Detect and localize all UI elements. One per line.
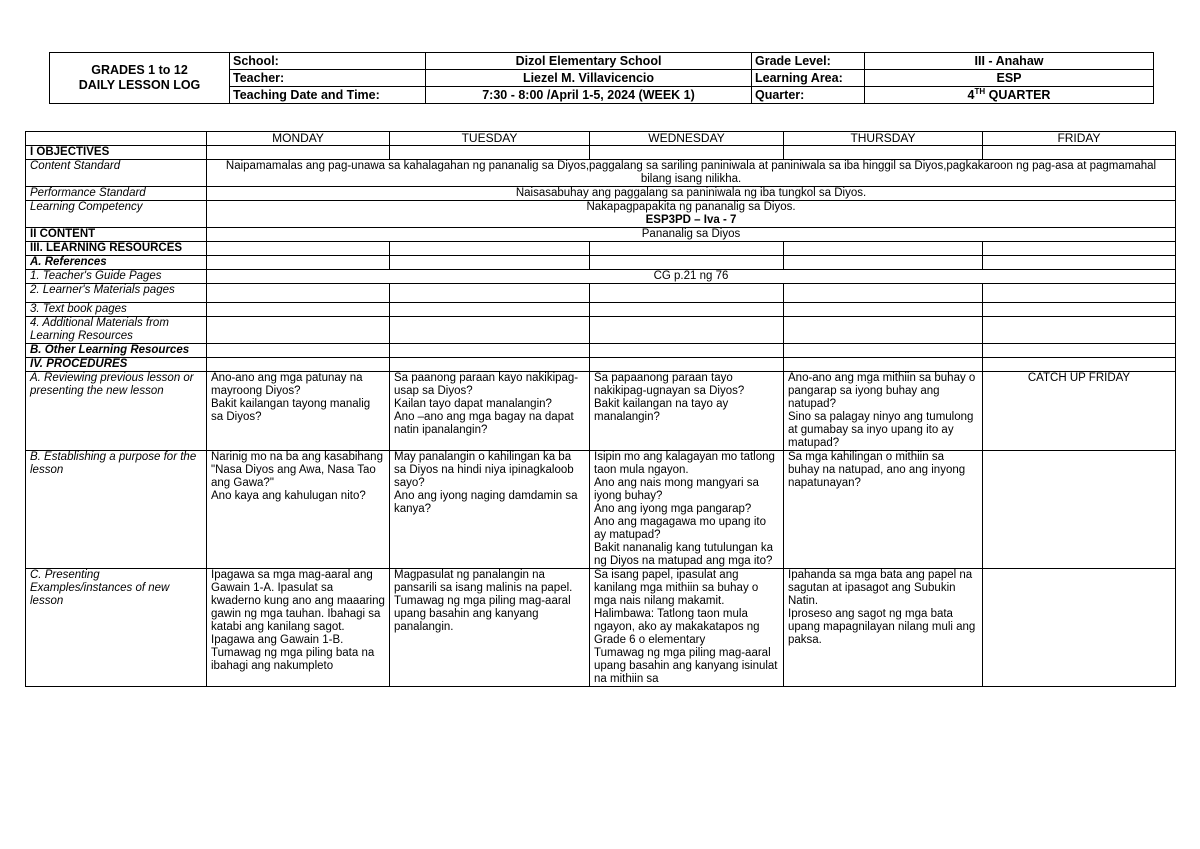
- procedure-a-thursday: Ano-ano ang mga mithiin sa buhay o pangarap sa iyong buhay ang natupad? Sino sa palagay ninyo ang tumulong at gumabay sa inyo upang ito ay matupad?: [784, 372, 983, 451]
- procedure-c-monday: Ipagawa sa mga mag-aaral ang Gawain 1-A. Ipasulat sa kwaderno kung ano ang maaaring gawin ng mga tauhan. Ibahagi sa katabi ang kanilang sagot. Ipagawa ang Gawain 1-B. Tumawag ng mga piling bata na ibahagi ang nakumpleto: [207, 569, 390, 687]
- day-monday: MONDAY: [207, 132, 390, 146]
- procedure-b-friday: [983, 451, 1176, 569]
- teacher-value: Liezel M. Villavicencio: [426, 70, 752, 87]
- competency-code: ESP3PD – Iva - 7: [645, 214, 737, 226]
- content-standard-row: [26, 160, 1176, 187]
- procedure-c-row: [26, 569, 1176, 687]
- objectives-label: I OBJECTIVES: [26, 146, 207, 160]
- procedures-row: [26, 358, 1176, 372]
- quarter-sup: TH: [974, 86, 986, 96]
- additional-materials-label: 4. Additional Materials from Learning Resources: [26, 317, 207, 344]
- quarter-rest: QUARTER: [985, 88, 1051, 102]
- teachers-guide-label: 1. Teacher's Guide Pages: [26, 270, 207, 284]
- date-label: Teaching Date and Time:: [230, 87, 426, 104]
- quarter-value: [865, 87, 1154, 104]
- procedure-c-tuesday: Magpasulat ng panalangin na pansarili sa isang malinis na papel. Tumawag ng mga piling mag-aaral upang basahin ang kanyang panalangin.: [390, 569, 590, 687]
- day-tuesday: TUESDAY: [390, 132, 590, 146]
- procedure-b-tuesday: May panalangin o kahilingan ka ba sa Diyos na hindi niya ipinagkaloob sayo? Ano ang iyong naging damdamin sa kanya?: [390, 451, 590, 569]
- performance-standard-value: Naisasabuhay ang paggalang sa paniniwala ng iba tungkol sa Diyos.: [207, 187, 1176, 201]
- area-value: ESP: [865, 70, 1154, 87]
- title-line2: DAILY LESSON LOG: [78, 78, 201, 92]
- competency-label: Learning Competency: [26, 201, 207, 228]
- procedure-a-wednesday: Sa papaanong paraan tayo nakikipag-ugnayan sa Diyos? Bakit kailangan na tayo ay manalangin?: [590, 372, 784, 451]
- content-row: [26, 228, 1176, 242]
- procedure-b-wednesday: Isipin mo ang kalagayan mo tatlong taon mula ngayon. Ano ang nais mong mangyari sa iyong buhay? Ano ang iyong mga pangarap? Ano ang magagawa mo upang ito ay matupad? Bakit nananalig kang tutulungan ka ng Diyos na matupad ang mga ito?: [590, 451, 784, 569]
- learners-materials-label: 2. Learner's Materials pages: [26, 284, 207, 303]
- procedure-a-tuesday: Sa paanong paraan kayo nakikipag-usap sa Diyos? Kailan tayo dapat manalangin? Ano –ano ang mga bagay na dapat natin ipanalangin?: [390, 372, 590, 451]
- competency-value: Nakapagpapakita ng pananalig sa Diyos.: [586, 201, 796, 213]
- header-table: [49, 52, 1154, 104]
- performance-standard-row: [26, 187, 1176, 201]
- teachers-guide-row: [26, 270, 1176, 284]
- other-resources-label: B. Other Learning Resources: [26, 344, 207, 358]
- learners-materials-row: [26, 284, 1176, 303]
- other-resources-row: [26, 344, 1176, 358]
- procedure-c-label: C. Presenting Examples/instances of new lesson: [26, 569, 207, 687]
- lesson-table: [25, 131, 1176, 687]
- quarter-num: 4: [967, 88, 975, 102]
- procedure-c-thursday: Ipahanda sa mga bata ang papel na sagutan at ipasagot ang Subukin Natin. Iproseso ang sagot ng mga bata upang mapagnilayan nilang muli ang paksa.: [784, 569, 983, 687]
- procedure-a-friday: CATCH UP FRIDAY: [983, 372, 1176, 451]
- performance-standard-label: Performance Standard: [26, 187, 207, 201]
- grade-label: Grade Level:: [752, 53, 865, 70]
- resources-row: [26, 242, 1176, 256]
- content-standard-label: Content Standard: [26, 160, 207, 187]
- content-value: Pananalig sa Diyos: [207, 228, 1176, 242]
- procedure-c-wednesday: Sa isang papel, ipasulat ang kanilang mga mithiin sa buhay o mga nais nilang makamit. Halimbawa: Tatlong taon mula ngayon, ako ay makakatapos ng Grade 6 o elementary Tumawag ng mga piling mag-aaral upang basahin ang kanyang isinulat na mithiin sa: [590, 569, 784, 687]
- day-header-row: [26, 132, 1176, 146]
- resources-label: III. LEARNING RESOURCES: [26, 242, 207, 256]
- day-friday: FRIDAY: [983, 132, 1176, 146]
- content-standard-value: Naipamamalas ang pag-unawa sa kahalagahan ng pananalig sa Diyos,paggalang sa sariling paniniwala at paniniwala sa iba hinggil sa Diyos,pagkakaroon ng pag-asa at pagmamahal bilang isang nilikha.: [207, 160, 1176, 187]
- procedure-a-monday: Ano-ano ang mga patunay na mayroong Diyos? Bakit kailangan tayong manalig sa Diyos?: [207, 372, 390, 451]
- textbook-label: 3. Text book pages: [26, 303, 207, 317]
- objectives-row: [26, 146, 1176, 160]
- textbook-row: [26, 303, 1176, 317]
- day-wednesday: WEDNESDAY: [590, 132, 784, 146]
- school-value: Dizol Elementary School: [426, 53, 752, 70]
- additional-materials-row: [26, 317, 1176, 344]
- references-row: [26, 256, 1176, 270]
- content-label: II CONTENT: [26, 228, 207, 242]
- competency-cell: [207, 201, 1176, 228]
- teachers-guide-value: CG p.21 ng 76: [207, 270, 1176, 284]
- day-thursday: THURSDAY: [784, 132, 983, 146]
- references-label: A. References: [26, 256, 207, 270]
- procedure-a-label: A. Reviewing previous lesson or presenting the new lesson: [26, 372, 207, 451]
- procedure-b-row: [26, 451, 1176, 569]
- procedures-label: IV. PROCEDURES: [26, 358, 207, 372]
- log-title: [50, 53, 230, 104]
- school-label: School:: [230, 53, 426, 70]
- quarter-label: Quarter:: [752, 87, 865, 104]
- corner-cell: [26, 132, 207, 146]
- teacher-label: Teacher:: [230, 70, 426, 87]
- procedure-b-thursday: Sa mga kahilingan o mithiin sa buhay na natupad, ano ang inyong napatunayan?: [784, 451, 983, 569]
- procedure-b-monday: Narinig mo na ba ang kasabihang "Nasa Diyos ang Awa, Nasa Tao ang Gawa?" Ano kaya ang kahulugan nito?: [207, 451, 390, 569]
- title-line1: GRADES 1 to 12: [91, 63, 188, 77]
- procedure-c-friday: [983, 569, 1176, 687]
- grade-value: III - Anahaw: [865, 53, 1154, 70]
- competency-row: [26, 201, 1176, 228]
- procedure-a-row: [26, 372, 1176, 451]
- area-label: Learning Area:: [752, 70, 865, 87]
- date-value: 7:30 - 8:00 /April 1-5, 2024 (WEEK 1): [426, 87, 752, 104]
- procedure-b-label: B. Establishing a purpose for the lesson: [26, 451, 207, 569]
